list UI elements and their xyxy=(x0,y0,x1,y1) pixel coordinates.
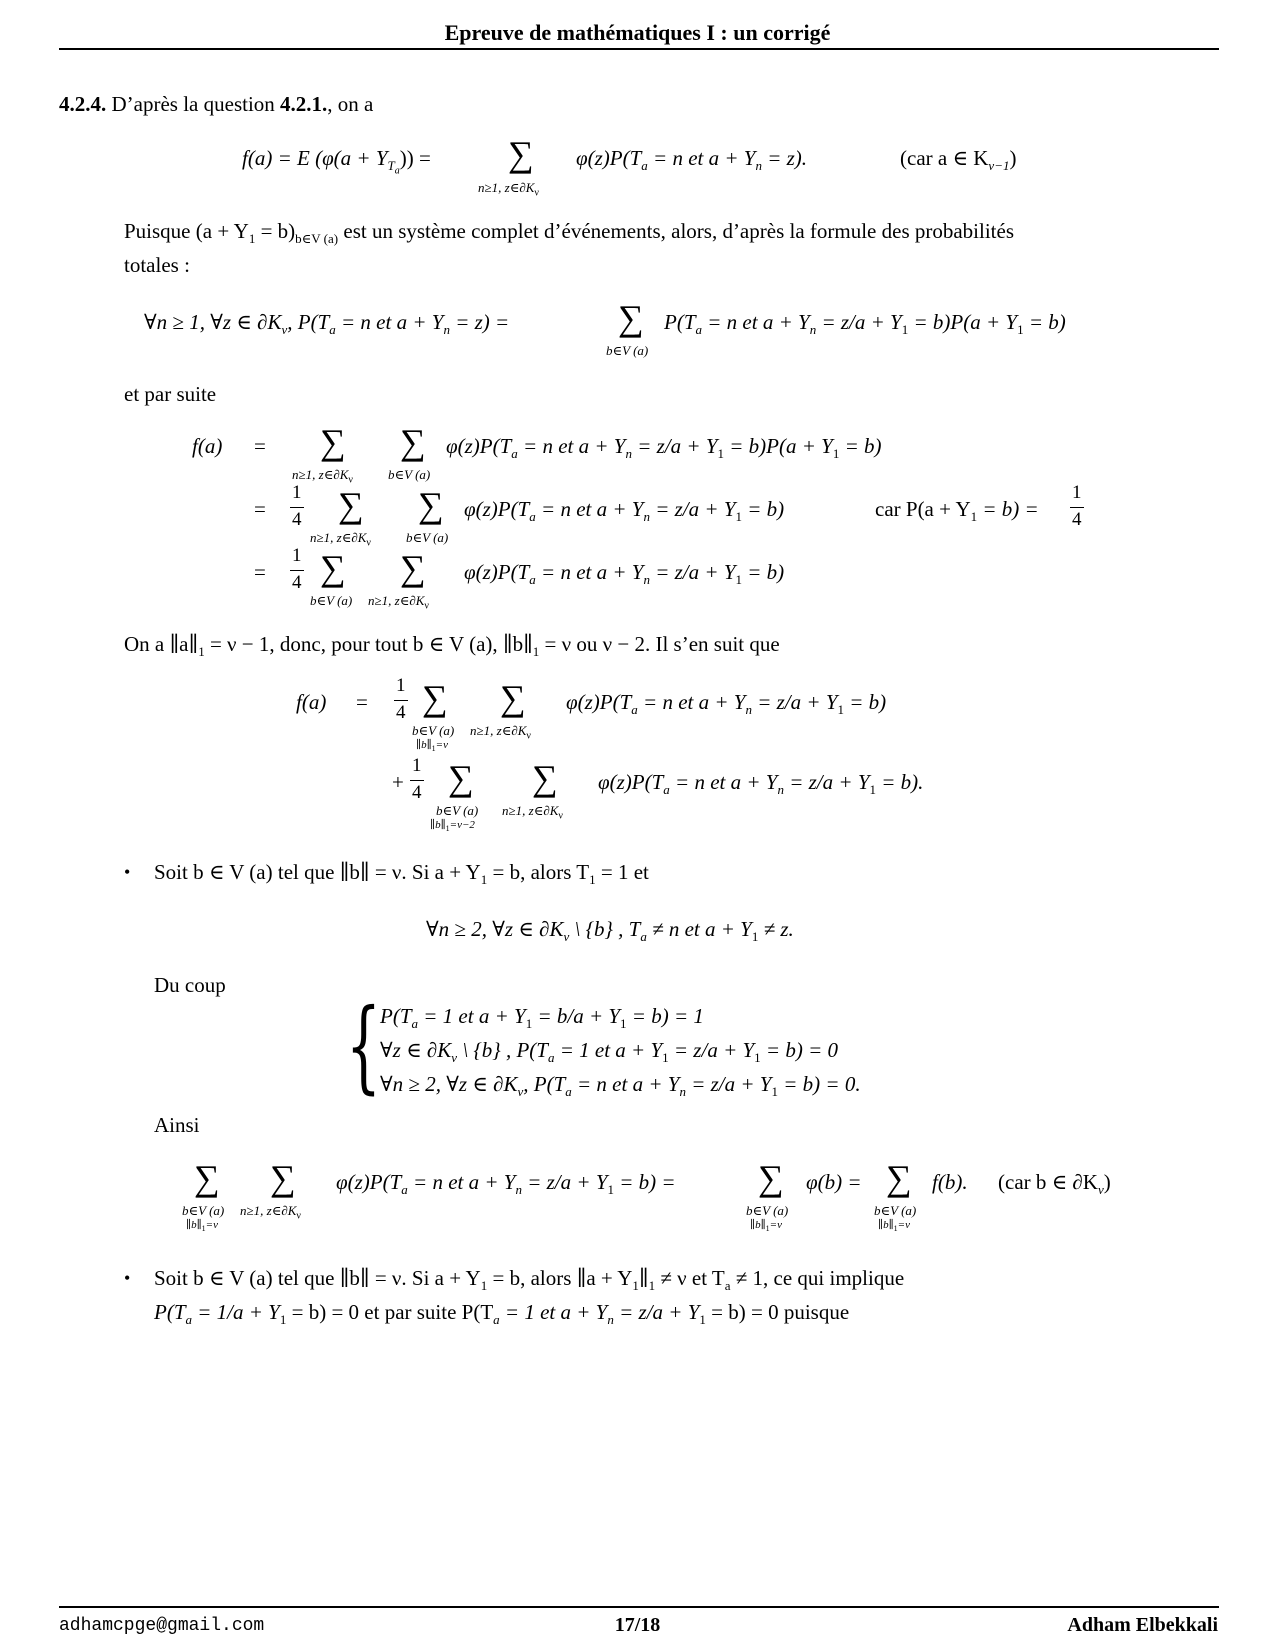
sum-symbol: ∑ xyxy=(400,422,426,462)
eq1-lhs-end: )) = xyxy=(399,146,431,170)
section-text-after: , on a xyxy=(327,92,374,116)
footer-author: Adham Elbekkali xyxy=(1067,1614,1218,1636)
sum-symbol: ∑ xyxy=(886,1158,912,1198)
equation-condition: ∀n ≥ 2, ∀z ∈ $\partial K_\nu$ \ {b} , $T_a \ne n$ et $a + Y_1 \ne z$. xyxy=(426,917,794,945)
fraction-bar xyxy=(1070,507,1084,508)
section-text: D’après la question xyxy=(111,92,275,116)
bullet1-text: Soit b ∈ V (a) tel que ∥b∥ = ν. Si $a + Y_1 = b$, alors $T_1 = 1$ et xyxy=(154,860,649,888)
eq1-note: (car a ∈ $K_{\nu-1}$) xyxy=(900,146,1017,174)
footer-page-number: 17/18 xyxy=(614,1614,661,1636)
eq4-idx-b-2: b∈V (a) xyxy=(436,803,479,818)
fraction-numerator: 1 xyxy=(1072,482,1082,503)
eq1-lhs: f(a) = E (φ(a + Y xyxy=(242,146,388,170)
equation-total-probability: ∀n ≥ 1, ∀z ∈ $\partial K_\nu$, $P(T_a = n$ et $a + Y_n = z$) = xyxy=(144,310,510,338)
sum-symbol: ∑ xyxy=(532,758,558,798)
eq6-f-b: f(b). xyxy=(932,1170,968,1194)
eq4-lhs: f(a) xyxy=(296,690,327,714)
page-header-title: Epreuve de mathématiques I : un corrigé xyxy=(444,20,831,45)
text-et-par-suite: et par suite xyxy=(124,382,217,406)
eq4-plus: + xyxy=(392,770,404,794)
sum-symbol: ∑ xyxy=(400,548,426,588)
sum-symbol: ∑ xyxy=(418,485,444,525)
eq1-rhs: $\varphi(z)P(T_a = n$ et $a + Y_n = z$). xyxy=(576,146,808,174)
paragraph-totales: totales : xyxy=(124,253,190,277)
fraction-denominator: 4 xyxy=(396,702,406,723)
fraction-denominator: 4 xyxy=(292,509,302,530)
section-label: 4.2.4. xyxy=(59,92,107,116)
sum-symbol: ∑ xyxy=(320,548,346,588)
paragraph-complete-system: Puisque $(a + Y_1 = b)_{b\in V (a)}$ est un système complet d’événements, alors, d’après la formule des probabilités xyxy=(124,219,1015,247)
bullet2-line2: $P(T_a = 1/a + Y_1 = b) = 0$ et par suite $P(T_a = 1$ et $a + Y_n = z/a + Y_1 = b) = 0$ puisque xyxy=(154,1300,850,1328)
fraction-bar xyxy=(290,507,304,508)
fraction-numerator: 1 xyxy=(292,545,302,566)
eq6-idx-b-2: b∈V (a) xyxy=(746,1203,789,1218)
eq6-note: (car b ∈ $\partial K_\nu$) xyxy=(998,1170,1111,1198)
eq6-idx-n: n≥1, $z\in\partial K_\nu$ xyxy=(240,1203,301,1222)
eq3-line2-term: $\varphi(z)P(T_a = n$ et $a + Y_n = z/a + Y_1 = b$) xyxy=(464,497,785,525)
eq1-lhs-sub: T xyxy=(387,158,395,174)
bullet-marker: • xyxy=(124,1268,131,1288)
text-ainsi: Ainsi xyxy=(154,1113,200,1137)
eq6-idx-b: b∈V (a) xyxy=(182,1203,225,1218)
sum-symbol: ∑ xyxy=(422,678,448,718)
eq6-cond-3: $\parallel b\parallel_1=\nu$ xyxy=(878,1219,910,1234)
sum-symbol: ∑ xyxy=(618,298,644,338)
system-line3: ∀n ≥ 2, ∀z ∈ $\partial K_\nu$, $P(T_a = n$ et $a + Y_n = z/a + Y_1 = b) = 0$. xyxy=(380,1072,861,1100)
fraction-bar xyxy=(410,780,424,781)
fraction-bar xyxy=(290,570,304,571)
header-rule xyxy=(59,48,1219,50)
eq3-car-note: car $P(a + Y_1 = b)$ = xyxy=(875,497,1039,525)
eq3-line1-term: $\varphi(z)P(T_a = n$ et $a + Y_n = z/a + Y_1 = b)P(a + Y_1 = b)$ xyxy=(446,434,882,462)
sum-symbol: ∑ xyxy=(758,1158,784,1198)
eq4-line2-term: $\varphi(z)P(T_a = n$ et $a + Y_n = z/a + Y_1 = b$). xyxy=(598,770,924,798)
eq4-line1-term: $\varphi(z)P(T_a = n$ et $a + Y_n = z/a + Y_1 = b$) xyxy=(566,690,887,718)
paragraph-norm: On a $\parallel a\parallel_1 = \nu - 1$, donc, pour tout b ∈ V (a), $\parallel b\parallel_1 = \nu$ ou ν − 2. Il s’en suit que xyxy=(124,632,780,660)
eq3-idx-n-3: n≥1, $z\in\partial K_\nu$ xyxy=(368,593,429,612)
eq2-rhs: $P(T_a = n$ et $a + Y_n = z/a + Y_1 = b)P(a + Y_1 = b)$ xyxy=(664,310,1066,338)
eq3-equals-1: = xyxy=(254,434,266,458)
sum-symbol: ∑ xyxy=(448,758,474,798)
sum-symbol: ∑ xyxy=(338,485,364,525)
eq6-term: $\varphi(z)P(T_a = n$ et $a + Y_n = z/a + Y_1 = b$) = xyxy=(336,1170,676,1198)
eq2-sum-index: b∈V (a) xyxy=(606,343,649,358)
fraction-denominator: 4 xyxy=(292,572,302,593)
eq4-idx-n-2: n≥1, $z\in\partial K_\nu$ xyxy=(502,803,563,822)
fraction-denominator: 4 xyxy=(1072,509,1082,530)
eq3-idx-b-1: b∈V (a) xyxy=(388,467,431,482)
system-line1: $P(T_a = 1$ et $a + Y_1 = b/a + Y_1 = b) = 1$ xyxy=(380,1004,704,1032)
eq3-idx-b-3: b∈V (a) xyxy=(310,593,353,608)
footer-email[interactable]: adhamcpge@gmail.com xyxy=(59,1616,265,1636)
eq3-line3-term: $\varphi(z)P(T_a = n$ et $a + Y_n = z/a + Y_1 = b$) xyxy=(464,560,785,588)
sum-symbol: ∑ xyxy=(500,678,526,718)
sum-symbol: ∑ xyxy=(320,422,346,462)
eq3-lhs: f(a) xyxy=(192,434,223,458)
fraction-numerator: 1 xyxy=(396,675,406,696)
eq4-idx-n-1: n≥1, $z\in\partial K_\nu$ xyxy=(470,723,531,742)
eq4-idx-b-1: b∈V (a) xyxy=(412,723,455,738)
eq6-cond: $\parallel b\parallel_1=\nu$ xyxy=(186,1219,218,1234)
eq4-equals: = xyxy=(356,690,368,714)
section-intro xyxy=(59,92,373,117)
eq4-cond-2: $\parallel b\parallel_1=\nu-2$ xyxy=(430,819,475,834)
section-ref: 4.2.1. xyxy=(280,92,328,116)
sum-symbol: ∑ xyxy=(508,134,534,174)
system-line2: ∀z ∈ $\partial K_\nu$ \ {b} , $P(T_a = 1$ et $a + Y_1 = z/a + Y_1 = b) = 0$ xyxy=(380,1038,839,1066)
fraction-numerator: 1 xyxy=(292,482,302,503)
sum-symbol: ∑ xyxy=(270,1158,296,1198)
equation-expectation xyxy=(242,146,431,177)
eq4-cond-1: $\parallel b\parallel_1=\nu$ xyxy=(416,739,448,754)
fraction-numerator: 1 xyxy=(412,755,422,776)
eq3-idx-n-2: n≥1, $z\in\partial K_\nu$ xyxy=(310,530,371,549)
eq3-idx-n-1: n≥1, $z\in\partial K_\nu$ xyxy=(292,467,353,486)
text-du-coup: Du coup xyxy=(154,973,226,997)
eq3-equals-3: = xyxy=(254,560,266,584)
sum-symbol: ∑ xyxy=(194,1158,220,1198)
eq6-cond-2: $\parallel b\parallel_1=\nu$ xyxy=(750,1219,782,1234)
footer-rule xyxy=(59,1606,1219,1608)
left-brace: { xyxy=(346,987,381,1104)
bullet2-line1: Soit b ∈ V (a) tel que ∥b∥ = ν. Si $a + Y_1 = b$, alors ∥a + $Y_1\parallel_1 \ne \nu$ et $T_a \ne 1$, ce qui implique xyxy=(154,1266,905,1294)
eq6-phi-b: φ(b) = xyxy=(806,1170,862,1194)
fraction-denominator: 4 xyxy=(412,782,422,803)
fraction-bar xyxy=(394,700,408,701)
eq1-lhs-subsub: a xyxy=(394,165,400,177)
eq3-idx-b-2: b∈V (a) xyxy=(406,530,449,545)
eq6-idx-b-3: b∈V (a) xyxy=(874,1203,917,1218)
eq1-sum-index: n≥1, $z\in\partial K_\nu$ xyxy=(478,180,539,199)
eq3-equals-2: = xyxy=(254,497,266,521)
bullet-marker: • xyxy=(124,862,131,882)
